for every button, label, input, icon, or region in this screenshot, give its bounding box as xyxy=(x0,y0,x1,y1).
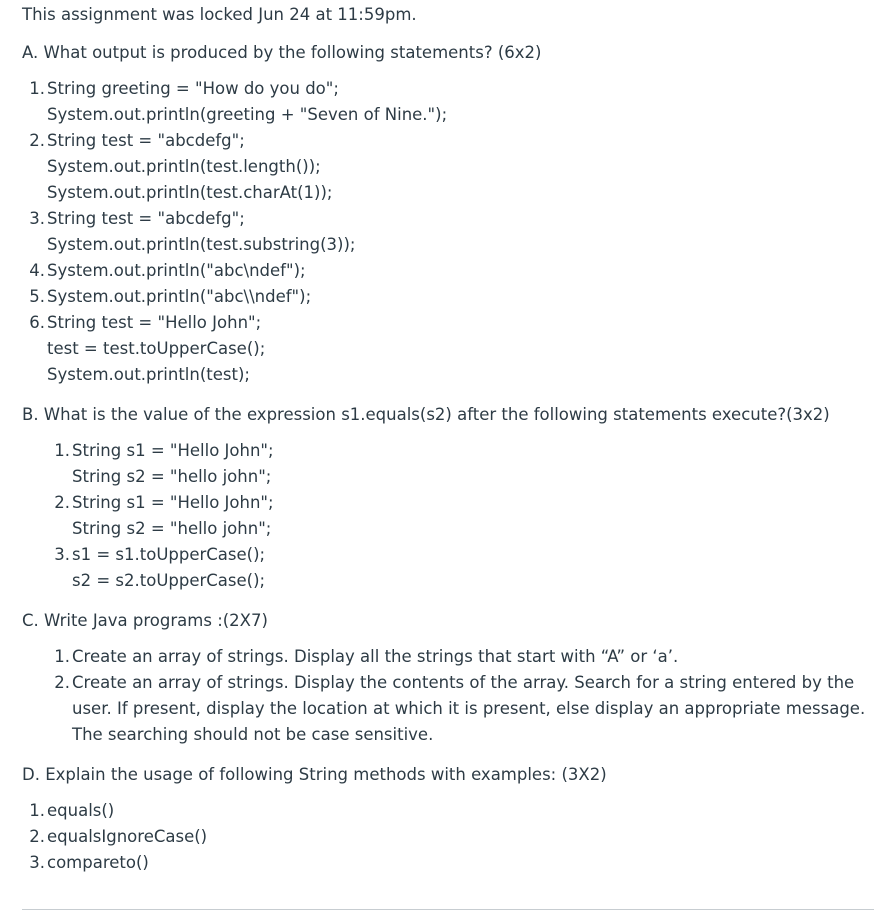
item-number: 3. xyxy=(54,545,70,564)
list-item xyxy=(29,798,874,824)
section-d-heading: D. Explain the usage of following String methods with examples: (3X2) xyxy=(22,765,607,784)
list-item xyxy=(29,258,874,284)
list-item xyxy=(54,490,874,542)
list-item xyxy=(29,128,874,206)
code-line: test = test.toUpperCase(); xyxy=(47,339,266,358)
list-item xyxy=(54,542,874,594)
list-item xyxy=(29,284,874,310)
list-item xyxy=(54,438,874,490)
list-item xyxy=(29,76,874,128)
code-line: System.out.println("abc\\ndef"); xyxy=(47,287,312,306)
section-c-list xyxy=(22,644,874,748)
code-line: s2 = s2.toUpperCase(); xyxy=(72,571,266,590)
item-number: 2. xyxy=(29,827,45,846)
list-item xyxy=(54,670,874,748)
code-line: System.out.println(test); xyxy=(47,365,250,384)
item-number: 1. xyxy=(29,79,45,98)
item-text: equals() xyxy=(47,801,115,820)
section-d-list xyxy=(22,798,874,876)
code-line: s1 = s1.toUpperCase(); xyxy=(72,545,266,564)
code-line: System.out.println("abc\ndef"); xyxy=(47,261,306,280)
item-number: 1. xyxy=(54,441,70,460)
locked-note: This assignment was locked Jun 24 at 11:59pm. xyxy=(22,5,417,24)
code-line: String s1 = "Hello John"; xyxy=(72,493,274,512)
item-number: 4. xyxy=(29,261,45,280)
section-b-heading: B. What is the value of the expression s1.equals(s2) after the following statements execute?(3x2) xyxy=(22,405,830,424)
item-number: 6. xyxy=(29,313,45,332)
item-number: 2. xyxy=(54,673,70,692)
section-a-heading: A. What output is produced by the following statements? (6x2) xyxy=(22,43,542,62)
item-number: 3. xyxy=(29,853,45,872)
item-number: 3. xyxy=(29,209,45,228)
code-line: System.out.println(test.substring(3)); xyxy=(47,235,356,254)
item-number: 2. xyxy=(54,493,70,512)
code-line: String greeting = "How do you do"; xyxy=(47,79,339,98)
code-line: System.out.println(test.charAt(1)); xyxy=(47,183,333,202)
assignment-content xyxy=(22,0,874,876)
item-number: 1. xyxy=(54,647,70,666)
item-text: Create an array of strings. Display the contents of the array. Search for a string entered by the user. If present, display the location at which it is present, else display an appropriate message. The searching should not be case sensitive. xyxy=(72,673,866,744)
list-item xyxy=(29,310,874,388)
item-number: 1. xyxy=(29,801,45,820)
section-b-list xyxy=(22,438,874,594)
list-item xyxy=(29,206,874,258)
code-line: String test = "abcdefg"; xyxy=(47,131,245,150)
section-a-list xyxy=(22,76,874,388)
item-text: Create an array of strings. Display all the strings that start with “A” or ‘a’. xyxy=(72,647,679,666)
divider xyxy=(22,909,874,910)
code-line: String test = "Hello John"; xyxy=(47,313,262,332)
code-line: String s1 = "Hello John"; xyxy=(72,441,274,460)
list-item xyxy=(54,644,874,670)
item-text: equalsIgnoreCase() xyxy=(47,827,208,846)
item-number: 5. xyxy=(29,287,45,306)
item-text: compareto() xyxy=(47,853,149,872)
list-item xyxy=(29,824,874,850)
list-item xyxy=(29,850,874,876)
code-line: System.out.println(test.length()); xyxy=(47,157,321,176)
code-line: String s2 = "hello john"; xyxy=(72,467,272,486)
code-line: System.out.println(greeting + "Seven of Nine."); xyxy=(47,105,448,124)
code-line: String s2 = "hello john"; xyxy=(72,519,272,538)
section-c-heading: C. Write Java programs :(2X7) xyxy=(22,611,268,630)
item-number: 2. xyxy=(29,131,45,150)
code-line: String test = "abcdefg"; xyxy=(47,209,245,228)
